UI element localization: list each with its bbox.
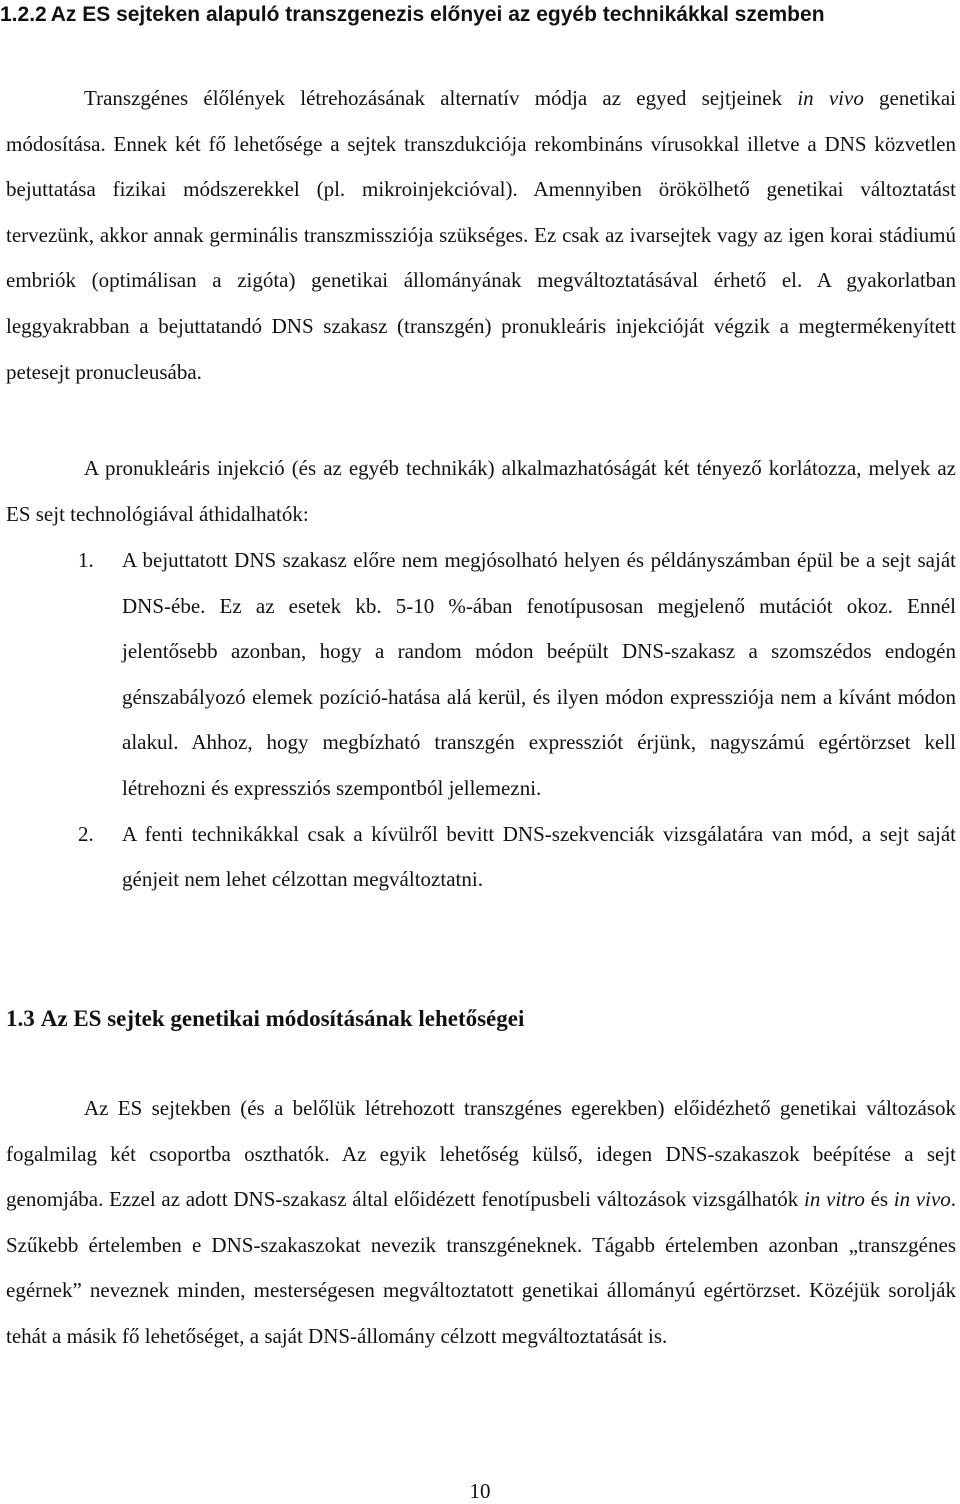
list-marker: 1. (78, 548, 94, 572)
numbered-list (6, 538, 956, 903)
list-item (6, 538, 956, 812)
section-title: Az ES sejteken alapuló transzgenezis előnyei az egyéb technikákkal szemben (50, 3, 825, 26)
paragraph-text: genetikai módosítása. Ennek két fő lehetősége a sejtek transzdukciója rekombináns vírusokkal illetve a DNS közvetlen bejuttatása fizikai módszerekkel (pl. mikroinjekcióval). Amennyiben örökölhető genetikai változtatást tervezünk, akkor annak germinális transzmissziója szükséges. Ez csak az ivarsejtek vagy az igen korai stádiumú embriók (optimálisan a zigóta) genetikai állományának megváltoztatásával érhető el. A gyakorlatban leggyakrabban a bejuttatandó DNS szakasz (transzgén) pronukleáris injekcióját végzik a megtermékenyített petesejt pronucleusába. (6, 86, 957, 384)
italic-term: in vivo (797, 86, 864, 110)
paragraph-text: . Szűkebb értelemben e DNS-szakaszokat nevezik transzgéneknek. Tágabb értelemben azonban „transzgénes egérnek” neveznek minden, mesterségesen megváltoztatott genetikai állományú egértörzset. Közéjük sorolják tehát a másik fő lehetőséget, a saját DNS-állomány célzott megváltoztatását is. (6, 1187, 957, 1348)
list-item (6, 812, 956, 903)
list-marker: 2. (78, 821, 94, 846)
paragraph-text: és (864, 1187, 894, 1212)
italic-term: in vitro (803, 1187, 865, 1212)
section-heading-1-3 (6, 1004, 524, 1034)
paragraph-limitations: A pronukleáris injekció (és az egyéb technikák) alkalmazhatóságát két tényező korlátozza, melyek az ES sejt technológiával áthidalhatók: (6, 456, 956, 526)
page-number: 10 (469, 1479, 491, 1503)
italic-term: in vivo (893, 1187, 951, 1212)
section-number: 1.2.2 (0, 3, 47, 26)
paragraph-genetic-modification (6, 1086, 956, 1360)
paragraph-text: Az ES sejtekben (és a belőlük létrehozott transzgénes egerekben) előidézhető genetikai változások fogalmilag két csoportba oszthatók. Az egyik lehetőség külső, idegen DNS-szakaszok beépítése a sejt genomjába. Ezzel az adott DNS-szakasz által előidézett fenotípusbeli változások vizsgálhatók (6, 1096, 956, 1212)
list-item-text: A bejuttatott DNS szakasz előre nem megjósolható helyen és példányszámban épül be a sejt saját DNS-ébe. Ez az esetek kb. 5-10 %-ában fenotípusosan megjelenő mutációt okoz. Ennél jelentősebb azonban, hogy a random módon beépült DNS-szakasz a szomszédos endogén génszabályozó elemek pozíció-hatása alá kerül, és ilyen módon expressziója nem a kívánt módon alakul. Ahhoz, hogy megbízható transzgén expressziót érjünk, nagyszámú egértörzset kell létrehozni és expressziós szempontból jellemezni. (122, 548, 956, 800)
section-number: 1.3 (6, 1006, 35, 1031)
section-heading-1-2-2 (0, 2, 960, 28)
paragraph-transgenic-alternatives (6, 76, 956, 395)
list-item-text: A fenti technikákkal csak a kívülről bevitt DNS-szekvenciák vizsgálatára van mód, a sejt saját génjeit nem lehet célzottan megváltoztatni. (122, 821, 956, 892)
paragraph-text: Transzgénes élőlények létrehozásának alternatív módja az egyed sejtjeinek (84, 86, 798, 110)
section-title: Az ES sejtek genetikai módosításának lehetőségei (40, 1006, 525, 1031)
